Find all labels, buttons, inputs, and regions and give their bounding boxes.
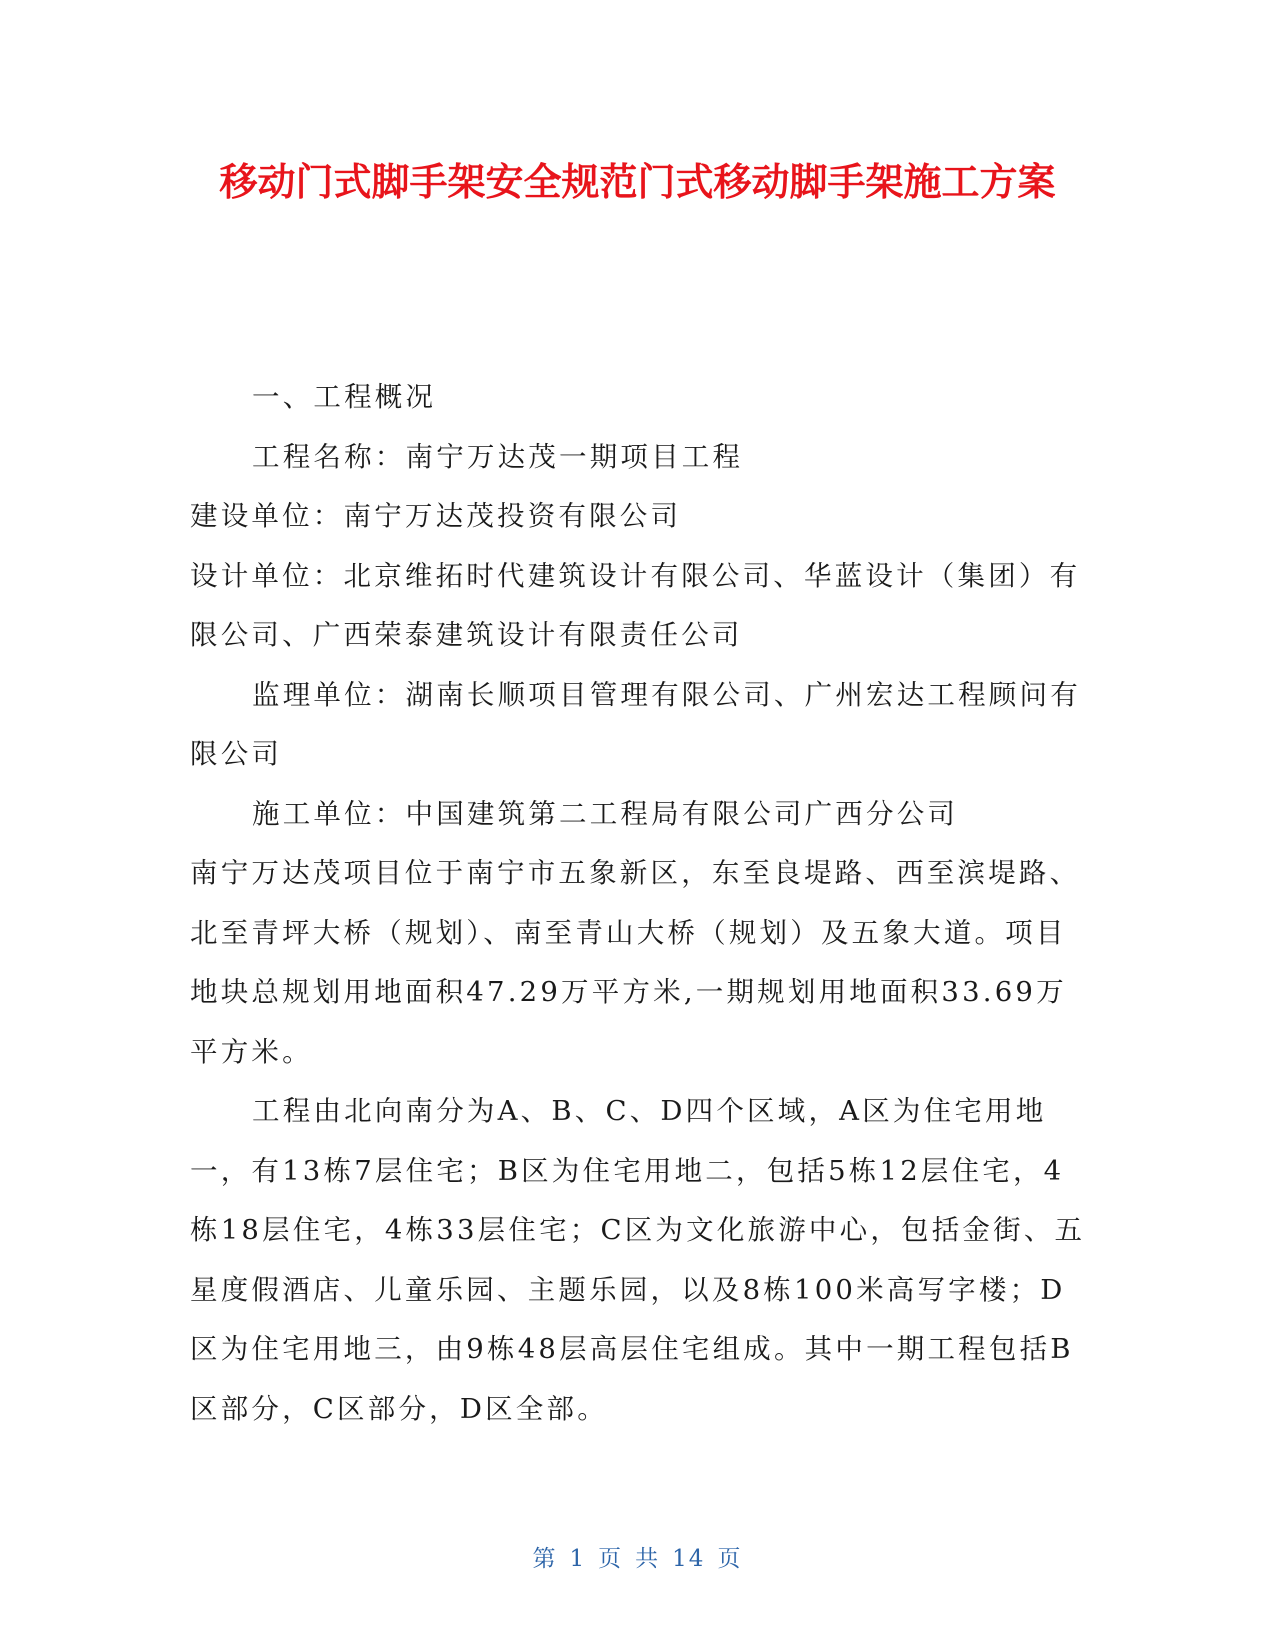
total-pages: 14 (672, 1546, 706, 1572)
page-footer (0, 1540, 1275, 1573)
total-suffix: 页 (717, 1546, 743, 1572)
document-body (190, 368, 1090, 1439)
contractor-line: 施工单位：中国建筑第二工程局有限公司广西分公司 (252, 797, 959, 830)
supervisor-line: 监理单位：湖南长顺项目管理有限公司、广州宏达工程顾问有限公司 (190, 678, 1081, 770)
total-prefix: 共 (635, 1546, 661, 1572)
page-label-prefix: 第 (532, 1546, 558, 1572)
client-line: 建设单位：南宁万达茂投资有限公司 (190, 500, 682, 532)
section-heading: 一、工程概况 (252, 381, 437, 413)
page-label-mid: 页 (598, 1546, 624, 1572)
document-title: 移动门式脚手架安全规范门式移动脚手架施工方案 (219, 160, 1056, 204)
designer-line: 设计单位：北京维拓时代建筑设计有限公司、华蓝设计（集团）有限公司、广西荣泰建筑设计有限责任公司 (190, 559, 1081, 651)
project-name-line: 工程名称：南宁万达茂一期项目工程 (252, 440, 744, 473)
zones-paragraph: 工程由北向南分为A、B、C、D四个区域，A区为住宅用地一，有13栋7层住宅；B区为住宅用地二，包括5栋12层住宅，4栋18层住宅，4栋33层住宅；C区为文化旅游中心，包括金街、五星度假酒店、儿童乐园、主题乐园，以及8栋100米高写字楼；D区为住宅用地三，由9栋48层高层住宅组成。其中一期工程包括B区部分，C区部分，D区全部。 (190, 1095, 1086, 1425)
location-paragraph: 南宁万达茂项目位于南宁市五象新区，东至良堤路、西至滨堤路、北至青坪大桥（规划）、南至青山大桥（规划）及五象大道。项目地块总规划用地面积47.29万平方米,一期规划用地面积33.69万平方米。 (190, 857, 1081, 1068)
page-number: 1 (569, 1546, 587, 1572)
